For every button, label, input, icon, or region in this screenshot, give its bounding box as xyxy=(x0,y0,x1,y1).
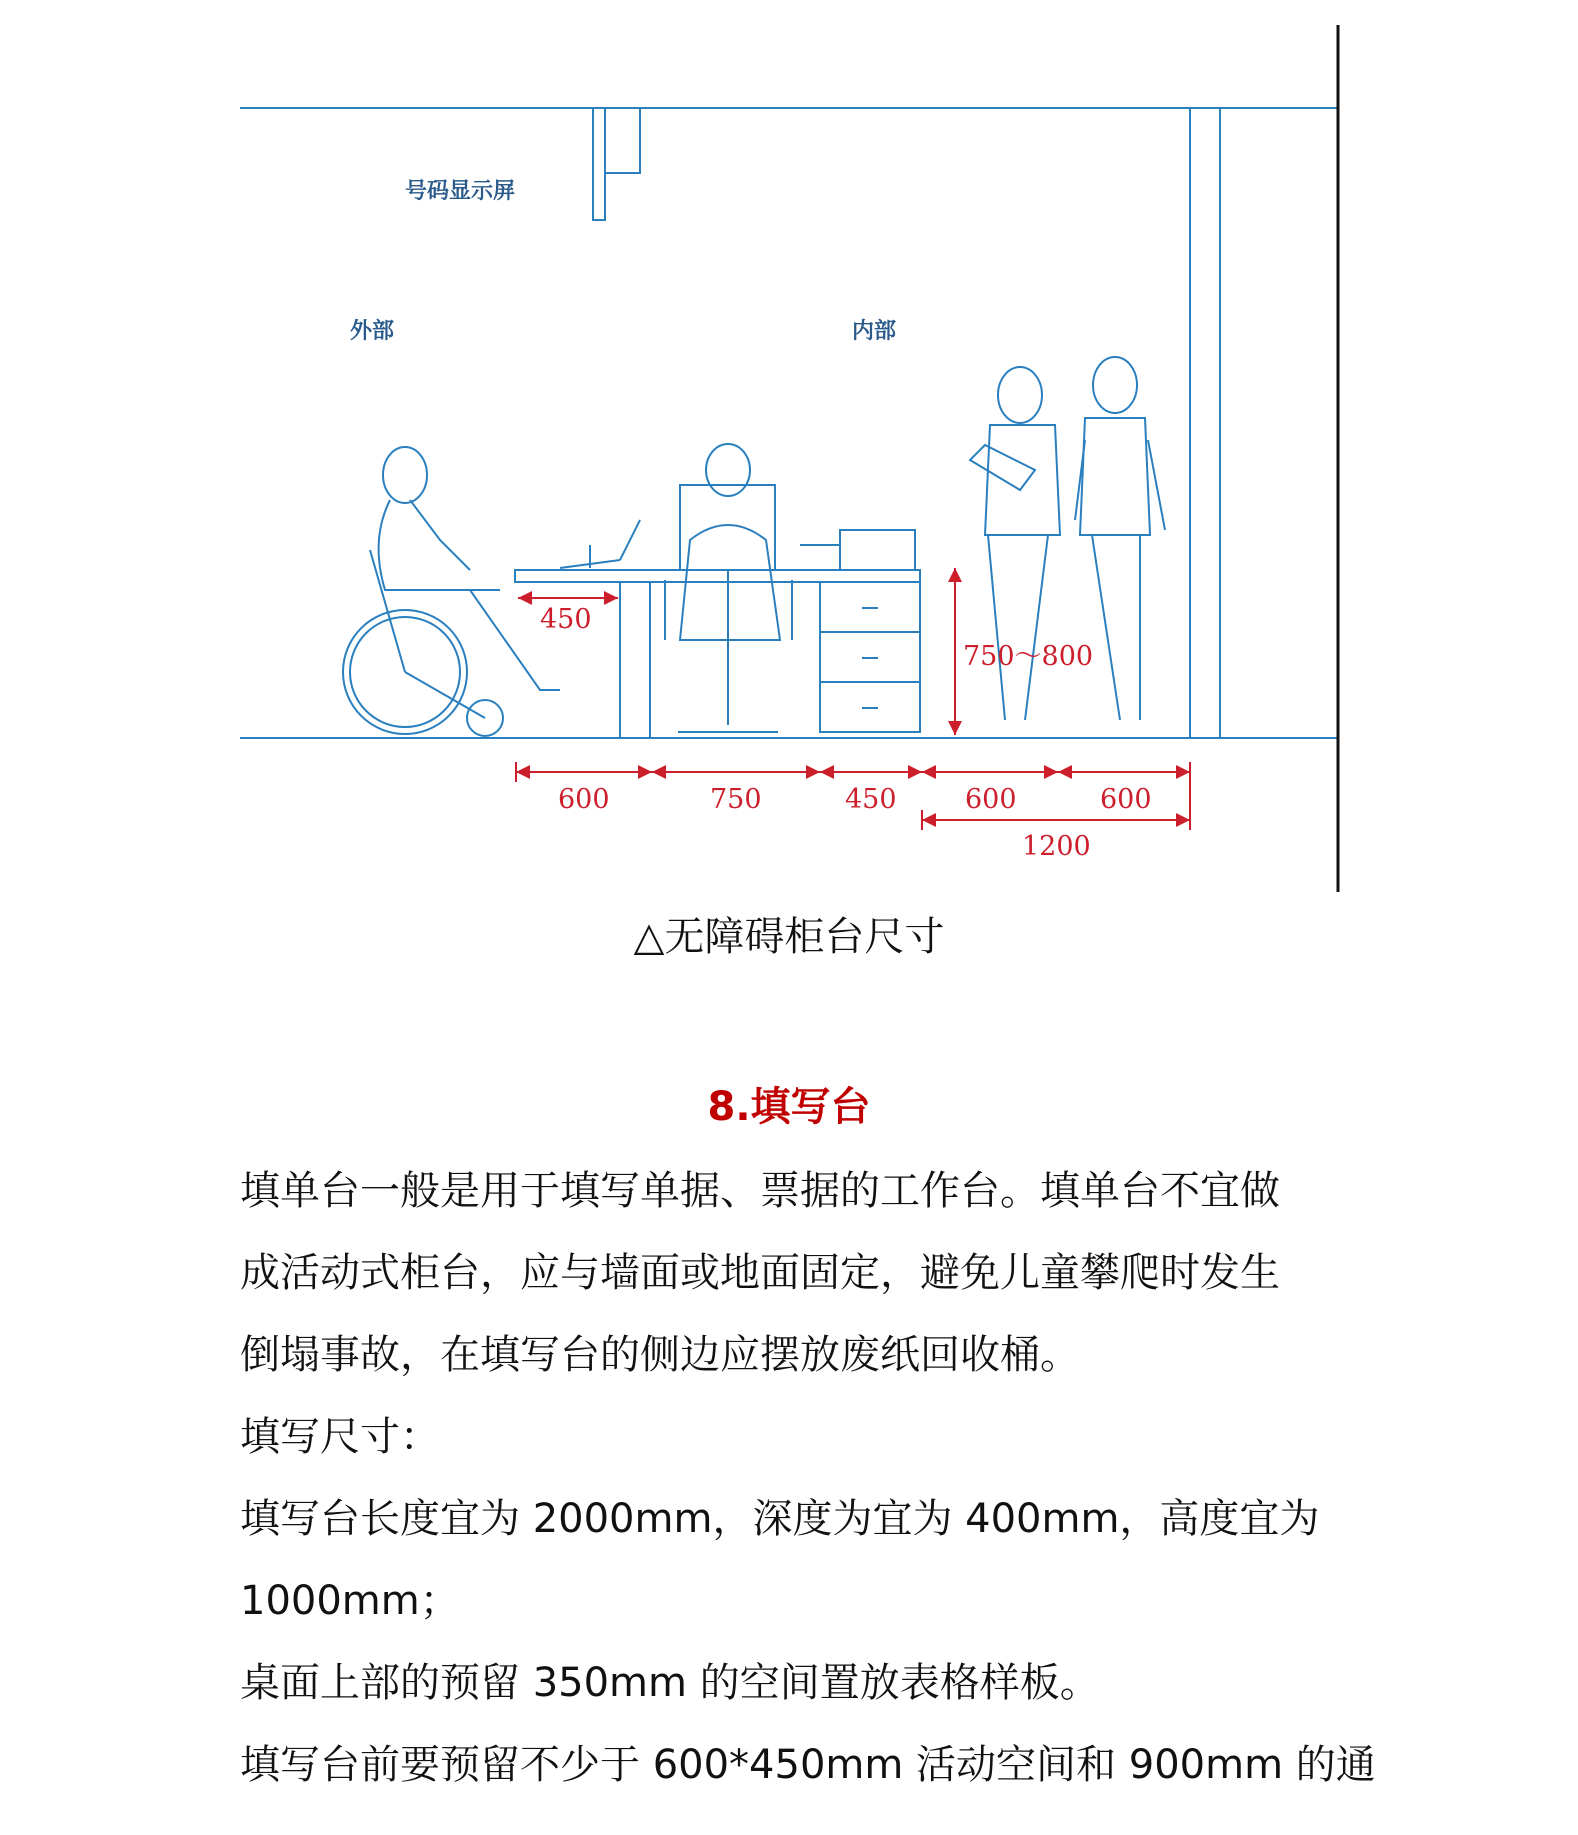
paragraph-line: 倒塌事故，在填写台的侧边应摆放废纸回收桶。 xyxy=(240,1332,1080,1378)
paragraph-line: 1000mm； xyxy=(240,1578,460,1624)
dim-total-label: 1200 xyxy=(1022,831,1091,862)
dim-seg2-label: 750 xyxy=(710,784,762,815)
paragraph-line: 桌面上部的预留 350mm 的空间置放表格样板。 xyxy=(240,1660,1100,1706)
section-title: 8.填写台 xyxy=(707,1084,871,1130)
display-screen-label: 号码显示屏 xyxy=(405,178,516,204)
outside-label: 外部 xyxy=(350,318,395,344)
section-body xyxy=(240,1150,1376,1806)
dim-seg5-label: 600 xyxy=(1100,784,1152,815)
paragraph-line: 填写台长度宜为 2000mm，深度为宜为 400mm，高度宜为 xyxy=(240,1496,1320,1542)
inside-label: 内部 xyxy=(852,318,897,344)
paragraph-line: 成活动式柜台，应与墙面或地面固定，避免儿童攀爬时发生 xyxy=(240,1250,1280,1296)
counter-height-label: 750～800 xyxy=(963,641,1094,672)
paragraph-line: 填单台一般是用于填写单据、票据的工作台。填单台不宜做 xyxy=(240,1168,1280,1214)
wheelchair-user-figure xyxy=(343,447,560,736)
counter-dimension-drawing xyxy=(0,0,1578,900)
dim-seg4-label: 600 xyxy=(965,784,1017,815)
dim-seg3-label: 450 xyxy=(845,784,897,815)
seated-staff-figure xyxy=(665,444,792,732)
paragraph-line: 填写台前要预留不少于 600*450mm 活动空间和 900mm 的通 xyxy=(240,1742,1376,1788)
paragraph-line: 填写尺寸： xyxy=(240,1414,440,1460)
dim-seg1-label: 600 xyxy=(558,784,610,815)
figure-caption: △无障碍柜台尺寸 xyxy=(633,914,945,960)
counter-depth-label: 450 xyxy=(540,604,592,635)
